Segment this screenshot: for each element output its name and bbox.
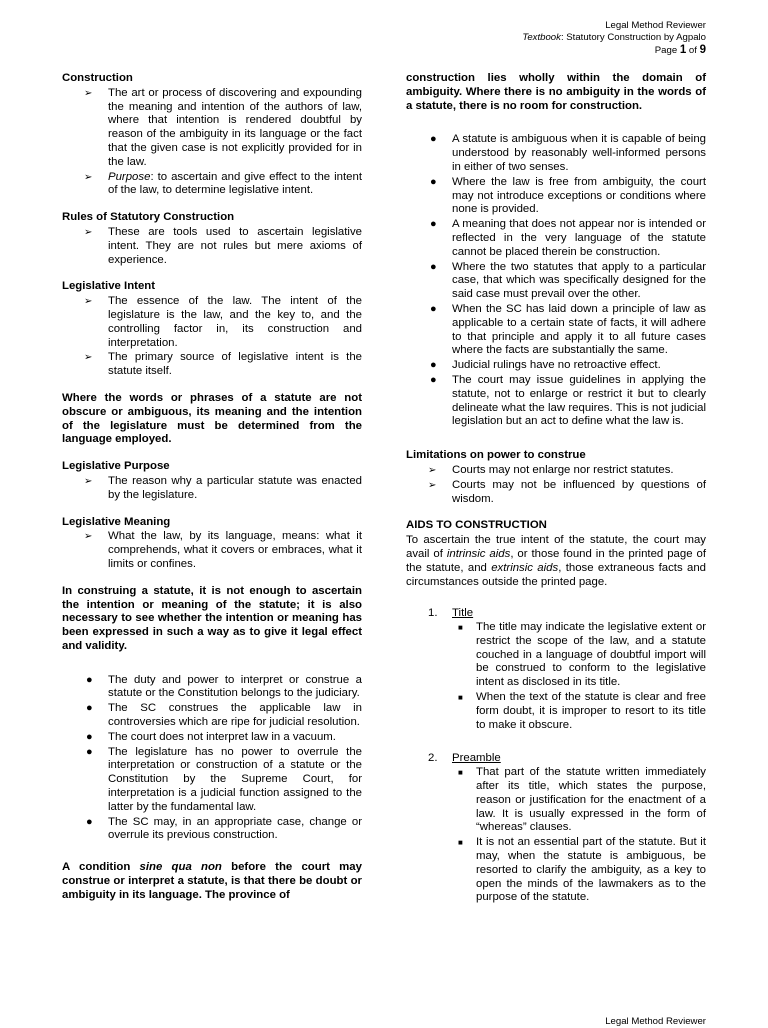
list-item — [452, 691, 706, 732]
item-text: The SC construes the applicable law in controversies which are ripe for judicial resolution. — [108, 702, 362, 729]
page-header — [522, 20, 706, 57]
heading-construction: Construction — [62, 72, 133, 84]
aids-text-b: , or those found in the printed page of the statute, and — [406, 547, 706, 574]
item-text: It is not an essential part of the statute. But it may, when the statute is ambiguous, be resorted to clarify the ambiguity, as a key to open the minds of the lawmakers as to the purpose of the statute. — [476, 836, 706, 904]
section-intent — [62, 280, 362, 379]
square-bullet-icon: ■ — [458, 623, 463, 633]
list-item — [406, 303, 706, 358]
item-text: That part of the statute written immediately after its title, which states the purpose, reason or justification for the enactment of a law. It is usually expressed in the form of “whereas” clauses. — [476, 766, 706, 834]
square-bullet-icon: ■ — [458, 693, 463, 703]
list-item — [62, 702, 362, 730]
header-title: Legal Method Reviewer — [605, 20, 706, 31]
textbook-label: Textbook — [522, 32, 561, 43]
arrow-bullet-icon: ➢ — [84, 531, 93, 543]
bold3-part-b: before the court may construe or interpret a statute, is that there be doubt or ambiguity in its language. The province of — [62, 861, 362, 901]
arrow-bullet-icon: ➢ — [428, 479, 437, 491]
item-text: Where the two statutes that apply to a particular case, that which was specifically designed for the said case must prevail over the other. — [452, 260, 706, 301]
arrow-bullet-icon: ➢ — [84, 352, 93, 364]
list-item — [406, 176, 706, 217]
dot-bullet-icon: ● — [86, 702, 93, 715]
section-construction — [62, 72, 362, 198]
page-number — [522, 44, 706, 57]
heading-aids: AIDS TO CONSTRUCTION — [406, 519, 547, 532]
page-footer: Legal Method Reviewer — [605, 1016, 706, 1027]
list-item — [62, 87, 362, 170]
item-text: A statute is ambiguous when it is capable of being understood by reasonably well-informed persons in either of two senses. — [452, 133, 706, 173]
item-text: The essence of the law. The intent of the legislature is the law, and the key to, and the controlling factor in, its construction and interpretation. — [108, 295, 362, 349]
list-item — [62, 351, 362, 379]
item-text: Courts may not enlarge nor restrict statutes. — [452, 463, 674, 476]
heading-purpose: Legislative Purpose — [62, 460, 170, 473]
list-item — [406, 133, 706, 174]
item-text: When the SC has laid down a principle of law as applicable to a certain state of facts, it will adhere to that principle and apply it to all future cases where the facts are substantially the same. — [452, 302, 706, 357]
dot-bullet-icon: ● — [86, 730, 93, 743]
page-total: 9 — [699, 44, 706, 56]
section-limitations — [406, 449, 706, 506]
item-title: Preamble — [452, 752, 501, 765]
arrow-bullet-icon: ➢ — [84, 296, 93, 308]
list-item — [452, 766, 706, 835]
item-text: The SC may, in an appropriate case, change or overrule its previous construction. — [108, 815, 362, 842]
list-item — [452, 836, 706, 905]
list-item — [452, 621, 706, 690]
item-text: A meaning that does not appear nor is intended or reflected in the very language of the statute cannot be placed therein be construction. — [452, 218, 706, 258]
bold3-part-a: A condition — [62, 861, 140, 874]
item-text: The legislature has no power to overrule the interpretation or construction of a statute or the Constitution by the Supreme Court, for interpretation is a judicial function assigned to the latter by the fundamental law. — [108, 745, 362, 813]
rules-list — [62, 226, 362, 267]
arrow-bullet-icon: ➢ — [84, 226, 93, 238]
arrow-bullet-icon: ➢ — [84, 171, 93, 183]
item-text: Where the law is free from ambiguity, the court may not introduce exceptions or conditions where none is provided. — [452, 175, 706, 216]
heading-rules: Rules of Statutory Construction — [62, 211, 235, 224]
item-number: 2. — [428, 752, 438, 765]
dot-bullet-icon: ● — [430, 359, 437, 372]
item-number: 1. — [428, 607, 438, 620]
dot-bullet-icon: ● — [430, 218, 437, 231]
page-prefix: Page — [654, 45, 680, 56]
list-item — [406, 359, 706, 373]
item-text: These are tools used to ascertain legislative intent. They are not rules but mere axioms of experience. — [108, 225, 362, 266]
bold3-emphasis: sine qua non — [139, 861, 222, 874]
section-rules — [62, 211, 362, 267]
purpose-list — [62, 475, 362, 503]
list-item — [62, 674, 362, 702]
square-bullet-icon: ■ — [458, 768, 463, 778]
dot-bullet-icon: ● — [86, 745, 93, 758]
section-meaning — [62, 516, 362, 572]
item-text: The reason why a particular statute was enacted by the legislature. — [108, 474, 362, 501]
arrow-bullet-icon: ➢ — [428, 464, 437, 476]
bold-statement-2: In construing a statute, it is not enough to ascertain the intention or meaning of the statute; it is also necessary to see whether the intention or meaning has been expressed in such a way as to give it legal effect and validity. — [62, 584, 362, 652]
item-text: What the law, by its language, means: what it comprehends, what it covers or embraces, what it limits or confines. — [108, 530, 362, 570]
dot-bullet-icon: ● — [430, 302, 437, 315]
square-bullet-icon: ■ — [458, 838, 463, 848]
item-text: The art or process of discovering and expounding the meaning and intention of the authors of law, where that intention is rendered doubtful by reason of the ambiguity in its language or the fact that the given case is not explicitly provided for in the law. — [108, 86, 362, 168]
title-sublist — [452, 621, 706, 732]
list-item — [406, 261, 706, 302]
bold-statement-1: Where the words or phrases of a statute are not obscure or ambiguous, its meaning and the intention of the legislature must be determined from the language employed. — [62, 391, 362, 446]
intent-list — [62, 295, 362, 379]
section-purpose — [62, 460, 362, 502]
item-title: Title — [452, 607, 474, 620]
aids-text-a: To ascertain the true intent of the statute, the court may avail of — [406, 534, 706, 560]
right-bullet-list — [406, 133, 706, 429]
item-text: The court may issue guidelines in applying the statute, not to enlarge or restrict it but to clearly delineate what the law requires. This is not judicial legislation but an act to define what the law is. — [452, 373, 706, 428]
intrinsic-aids-term: intrinsic aids — [446, 547, 511, 560]
list-item — [62, 731, 362, 745]
right-column — [406, 72, 706, 919]
left-bullet-list — [62, 674, 362, 844]
construction-list — [62, 87, 362, 198]
dot-bullet-icon: ● — [430, 373, 437, 386]
arrow-bullet-icon: ➢ — [84, 87, 93, 99]
list-item — [406, 218, 706, 259]
dot-bullet-icon: ● — [430, 133, 437, 146]
item-text: The duty and power to interpret or construe a statute or the Constitution belongs to the judiciary. — [108, 673, 362, 700]
item-text: When the text of the statute is clear and free form doubt, it is improper to resort to its title to make it obscure. — [476, 691, 706, 731]
header-textbook — [522, 32, 706, 44]
page-current: 1 — [679, 44, 687, 56]
item-text: The court does not interpret law in a vacuum. — [108, 730, 336, 743]
dot-bullet-icon: ● — [86, 673, 93, 686]
list-item — [62, 295, 362, 350]
list-item — [406, 464, 706, 478]
list-item — [406, 479, 706, 507]
limitations-list — [406, 464, 706, 506]
dot-bullet-icon: ● — [430, 175, 437, 188]
list-item — [62, 171, 362, 199]
page-of: of — [686, 45, 700, 56]
preamble-sublist — [452, 766, 706, 905]
numbered-item-preamble — [406, 752, 706, 905]
numbered-item-title — [406, 607, 706, 732]
item-text: Courts may not be influenced by questions of wisdom. — [452, 478, 706, 505]
purpose-label: Purpose — [108, 170, 151, 183]
arrow-bullet-icon: ➢ — [84, 475, 93, 487]
textbook-value: : Statutory Construction by Agpalo — [560, 32, 706, 43]
list-item — [62, 530, 362, 571]
heading-meaning: Legislative Meaning — [62, 515, 171, 528]
left-column — [62, 72, 362, 916]
item-text: The title may indicate the legislative extent or restrict the scope of the law, and a statute couched in a language of doubtful import will be construed to conform to the legislative intent as disclosed in its title. — [476, 621, 706, 689]
list-item — [406, 374, 706, 429]
bold-continuation: construction lies wholly within the domain of ambiguity. Where there is no ambiguity in the words of a statute, there is no room for construction. — [406, 72, 706, 112]
dot-bullet-icon: ● — [430, 260, 437, 273]
list-item — [62, 816, 362, 844]
section-aids — [406, 519, 706, 589]
item-text: Judicial rulings have no retroactive effect. — [452, 359, 661, 372]
item-text: The primary source of legislative intent is the statute itself. — [108, 351, 362, 378]
meaning-list — [62, 530, 362, 571]
heading-intent: Legislative Intent — [62, 280, 156, 293]
list-item — [62, 475, 362, 503]
aids-text-c: , those extraneous facts and circumstances outside the printed page. — [406, 561, 706, 588]
list-item — [62, 746, 362, 815]
list-item — [62, 226, 362, 267]
bold-statement-3 — [62, 861, 362, 902]
extrinsic-aids-term: extrinsic aids — [491, 561, 559, 574]
heading-limitations: Limitations on power to construe — [406, 449, 586, 462]
dot-bullet-icon: ● — [86, 815, 93, 828]
purpose-text: : to ascertain and give effect to the intent of the law, to determine legislative intent. — [108, 170, 362, 197]
aids-paragraph — [406, 534, 706, 589]
